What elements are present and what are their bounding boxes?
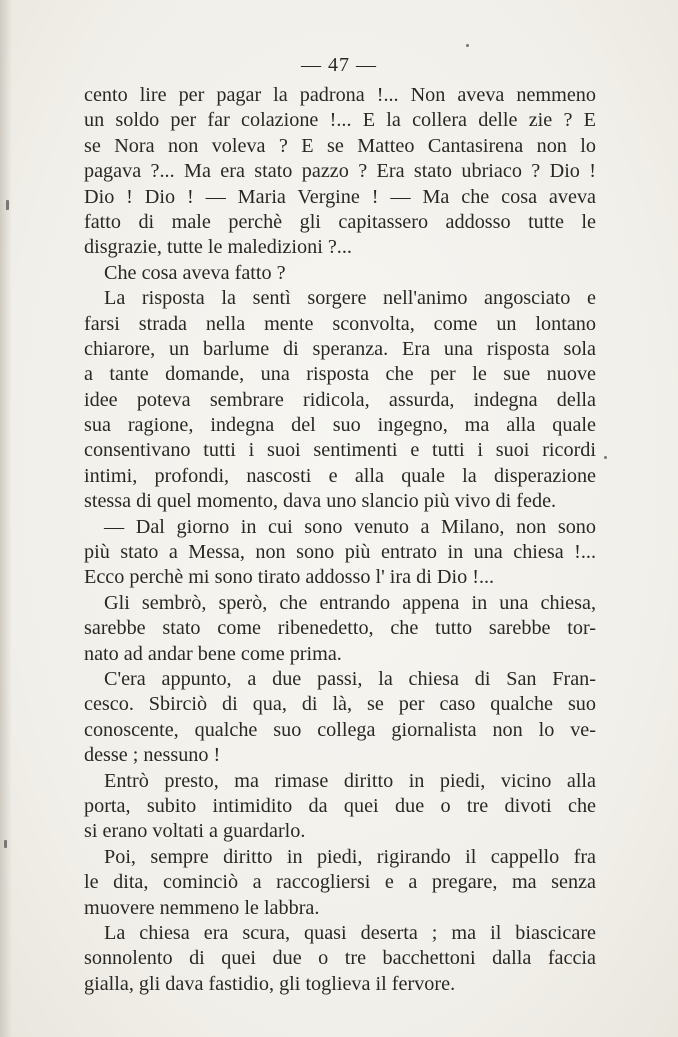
paper-speck — [6, 200, 9, 210]
text-line: porta, subito intimidito da quei due o tre divoti che — [84, 794, 596, 817]
text-line: consentivano tutti i suoi sentimenti e tutti i suoi ricordi — [84, 439, 596, 462]
text-line: Gli sembrò, sperò, che entrando appena in una chiesa, — [104, 591, 596, 614]
text-line: sonnolento di quei due o tre bacchettoni dalla faccia — [84, 947, 596, 970]
text-line: Dio ! Dio ! — Maria Vergine ! — Ma che cosa aveva — [84, 185, 596, 208]
text-line: cento lire per pagar la padrona !... Non aveva nemmeno — [84, 84, 596, 106]
text-line: stessa di quel momento, dava uno slancio più vivo di fede. — [84, 490, 557, 513]
text-line: pagava ?... Ma era stato pazzo ? Era stato ubriaco ? Dio ! — [84, 160, 596, 183]
text-line: disgrazie, tutte le maledizioni ?... — [84, 236, 352, 259]
text-line: Entrò presto, ma rimase diritto in piedi, vicino alla — [104, 769, 596, 792]
text-line: si erano voltati a guardarlo. — [84, 820, 306, 843]
text-line: muovere nemmeno le labbra. — [84, 896, 320, 919]
text-line: gialla, gli dava fastidio, gli toglieva il fervore. — [84, 972, 456, 995]
text-line: sua ragione, indegna del suo ingegno, ma alla quale — [84, 414, 596, 437]
text-line: C'era appunto, a due passi, la chiesa di San Fran- — [104, 667, 596, 690]
text-line: se Nora non voleva ? E se Matteo Cantasirena non lo — [84, 134, 596, 157]
text-line: chiarore, un barlume di speranza. Era una risposta sola — [84, 337, 596, 360]
text-line: le dita, cominciò a raccogliersi e a pregare, ma senza — [84, 871, 596, 894]
text-line: intimi, profondi, nascosti e alla quale la disperazione — [84, 464, 596, 487]
text-line: Che cosa aveva fatto ? — [104, 261, 286, 284]
paper-speck — [604, 456, 607, 459]
text-line: La chiesa era scura, quasi deserta ; ma il biascicare — [104, 921, 596, 944]
text-line: desse ; nessuno ! — [84, 744, 221, 767]
text-line: farsi strada nella mente sconvolta, come un lontano — [84, 312, 596, 335]
page-number: — 47 — — [301, 54, 377, 76]
text-line: nato ad andar bene come prima. — [84, 642, 342, 665]
text-line: cesco. Sbirciò di qua, di là, se per caso qualche suo — [84, 693, 596, 716]
page-edge-shadow — [0, 0, 12, 1037]
paper-speck — [4, 840, 7, 848]
text-line: Ecco perchè mi sono tirato addosso l' ira di Dio !... — [84, 566, 495, 589]
text-line: un soldo per far colazione !... E la collera delle zie ? E — [84, 109, 596, 132]
text-line: fatto di male perchè gli capitassero addosso tutte le — [84, 210, 596, 233]
text-line: La risposta la sentì sorgere nell'animo angosciato e — [104, 287, 596, 310]
body-text — [84, 83, 596, 997]
text-line: sarebbe stato come ribenedetto, che tutto sarebbe tor- — [84, 617, 596, 640]
text-line: Poi, sempre diritto in piedi, rigirando il cappello fra — [104, 845, 596, 868]
text-line: più stato a Messa, non sono più entrato in una chiesa !... — [84, 541, 596, 564]
text-line: conoscente, qualche suo collega giornalista non lo ve- — [84, 718, 596, 741]
text-line: a tante domande, una risposta che per le sue nuove — [84, 363, 596, 386]
text-line: idee poteva sembrare ridicola, assurda, indegna della — [84, 388, 596, 411]
text-line: — Dal giorno in cui sono venuto a Milano, non sono — [104, 515, 596, 538]
paper-speck — [466, 44, 469, 47]
